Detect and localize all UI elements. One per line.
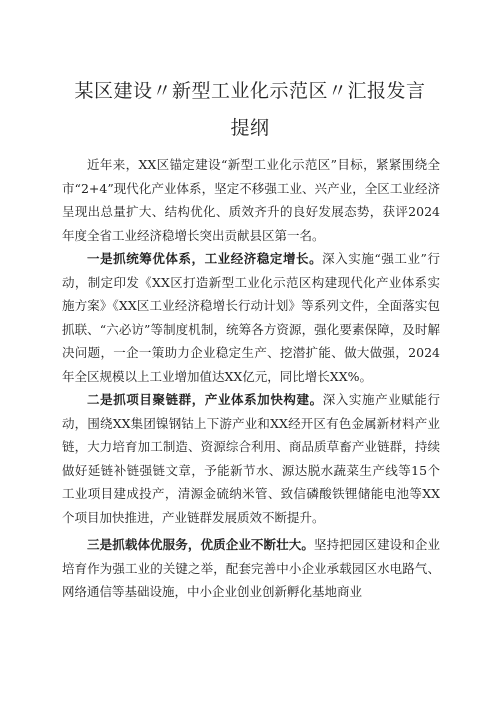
- paragraph-text: 坚持把园区建设和企业培育作为强工业的关键之举，配套完善中小企业承载园区水电路气、网络通信等基础设施，中小企业创业创新孵化基地商业: [62, 537, 440, 599]
- document-title-line-1: 某区建设〃新型工业化示范区〃汇报发言: [74, 80, 426, 102]
- paragraph-text: 深入实施“强工业”行动，制定印发《XX区打造新型工业化示范区构建现代化产业体系实施方案》《XX区工业经济稳增长行动计划》等系列文件，全面落实包抓联、“六必访”等制度机制，统筹各方资源，强化要素保障，及时解决问题，一企一策助力企业稳定生产、挖潜扩能、做大做强，2024年全区规模以上工业增加值达XX亿元，同比增长XX%。: [62, 251, 440, 384]
- section-heading: 三是抓载体优服务，优质企业不断壮大。: [87, 537, 314, 552]
- paragraph-section-1: [62, 247, 440, 388]
- document-title-line-2: 提纲: [230, 117, 270, 139]
- paragraph-text: 近年来，XX区锚定建设“新型工业化示范区”目标，紧紧围绕全市“2+4”现代化产业体系，坚定不移强工业、兴产业，全区工业经济呈现出总量扩大、结构优化、质效齐升的良好发展态势，获评2024年度全省工业经济稳增长突出贡献县区第一名。: [62, 157, 440, 243]
- paragraph-section-2: [62, 388, 440, 529]
- paragraph-text: 深入实施产业赋能行动，围绕XX集团镍钢钴上下游产业和XX经开区有色金属新材料产业链，大力培育加工制造、资源综合利用、商品质草畜产业链群，持续做好延链补链强链文章，予能新节水、源达脱水蔬菜生产线等15个工业项目建成投产，清源金硫纳米管、致信磷酸铁锂储能电池等XX个项目加快推进，产业链群发展质效不断提升。: [62, 392, 440, 525]
- section-heading: 二是抓项目聚链群，产业体系加快构建。: [87, 392, 323, 407]
- paragraph-intro: [62, 153, 440, 247]
- section-heading: 一是抓统筹优体系，工业经济稳定增长。: [87, 251, 323, 266]
- document-body: [62, 153, 440, 604]
- paragraph-section-3: [62, 533, 440, 604]
